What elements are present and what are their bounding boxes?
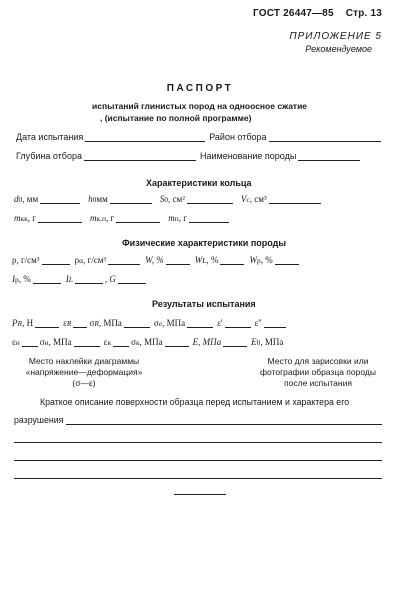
mkk-symbol: m — [14, 213, 21, 223]
wl-sub: L — [202, 256, 207, 265]
sigma-e-sub: e — [158, 319, 163, 328]
rho-alpha-field[interactable] — [108, 256, 140, 265]
ring-row-1 — [14, 194, 323, 204]
eps-n-sub: н — [15, 338, 20, 347]
sigma-r-symbol: σ — [89, 318, 95, 328]
test-date-field[interactable] — [85, 133, 205, 142]
s0-symbol: S — [159, 194, 165, 204]
end-rule — [174, 494, 226, 495]
eps-n-symbol: ε — [12, 337, 16, 347]
sigma-n-symbol: σ — [39, 337, 45, 347]
eps-double-prime-field[interactable] — [264, 319, 286, 328]
rho-field[interactable] — [42, 256, 70, 265]
field-row-1 — [16, 132, 383, 142]
vc-field[interactable] — [269, 195, 321, 204]
mkk-unit: , г — [27, 213, 36, 223]
results-row-1 — [12, 318, 288, 328]
rock-name-label: Наименование породы — [199, 151, 297, 161]
ip-field[interactable] — [33, 275, 61, 284]
mkk-sub: кк — [20, 214, 28, 223]
eps-k-sub: к — [107, 338, 112, 347]
mkk-field[interactable] — [38, 214, 82, 223]
pr-symbol: P — [12, 318, 18, 328]
sampling-depth-field[interactable] — [84, 152, 196, 161]
eps-prime-symbol: ε' — [217, 318, 223, 328]
description-line-1[interactable] — [66, 424, 382, 425]
sigma-k-field[interactable] — [165, 338, 189, 347]
description-line-3[interactable] — [14, 460, 382, 461]
physical-row-1 — [12, 255, 301, 265]
wp-field[interactable] — [275, 256, 299, 265]
s0-field[interactable] — [187, 195, 233, 204]
mp-sub: п — [174, 214, 179, 223]
sigma-n-sub: н — [44, 338, 49, 347]
ip-sub: p — [15, 275, 19, 284]
eps-r-symbol: ε — [63, 318, 67, 328]
sigma-k-sub: к — [135, 338, 140, 347]
sigma-e-field[interactable] — [187, 319, 213, 328]
e-modulus-field[interactable] — [223, 338, 247, 347]
h0-unit: мм — [96, 194, 108, 204]
results-section-title: Результаты испытания — [152, 299, 256, 309]
document-subtitle-line1: испытаний глинистых пород на одноосное сжатие — [92, 101, 308, 111]
physical-row-2 — [12, 274, 148, 284]
e0-sub: 0 — [256, 338, 261, 347]
sampling-depth-label: Глубина отбора — [16, 151, 82, 161]
pr-unit: , H — [22, 318, 34, 328]
rho-label: ρ, г/см³ — [12, 255, 40, 265]
document-subtitle-line2: , (испытание по полной программе) — [100, 113, 252, 123]
eps-r-sub: R — [66, 319, 72, 328]
wl-symbol: W — [194, 255, 203, 265]
description-text: Краткое описание поверхности образца перед испытанием и характера его — [40, 397, 350, 407]
d0-unit: , мм — [22, 194, 39, 204]
mp-symbol: m — [168, 213, 175, 223]
sampling-area-label: Район отбора — [209, 132, 267, 142]
d0-sub: 0 — [18, 195, 23, 204]
mkp-unit: , г — [106, 213, 115, 223]
mkp-sub: к.п — [96, 214, 107, 223]
test-date-label: Дата испытания — [16, 132, 84, 142]
h0-symbol: h — [88, 194, 93, 204]
ring-section-title: Характеристики кольца — [146, 178, 252, 188]
sigma-e-symbol: σ — [153, 318, 159, 328]
vc-sub: c — [246, 195, 250, 204]
il-sub: L — [68, 275, 73, 284]
e0-unit: , MПа — [260, 337, 284, 347]
rho-alpha-symbol: ρ — [74, 255, 80, 265]
sampling-area-field[interactable] — [269, 133, 381, 142]
appendix-status: Рекомендуемое — [305, 44, 372, 54]
sigma-k-symbol: σ — [131, 337, 136, 347]
g-field[interactable] — [118, 275, 146, 284]
d0-field[interactable] — [40, 195, 80, 204]
photo-placement-note: Место для зарисовки или фотографии образца породы после испытания — [260, 356, 376, 388]
mkp-symbol: m — [90, 213, 97, 223]
description-label: разрушения — [14, 415, 64, 425]
appendix-title: ПРИЛОЖЕНИЕ 5 — [289, 31, 382, 42]
sigma-k-unit: , MПа — [139, 337, 163, 347]
ip-symbol: I — [12, 274, 15, 284]
s0-unit: , см² — [168, 194, 185, 204]
sigma-r-sub: R — [94, 319, 99, 328]
mp-unit: , г — [178, 213, 187, 223]
sigma-r-unit: , MПа — [98, 318, 122, 328]
vc-unit: , см³ — [249, 194, 267, 204]
vc-symbol: V — [240, 194, 247, 204]
g-label: , G — [104, 274, 116, 284]
w-label: W, % — [145, 255, 164, 265]
standard-number: ГОСТ 26447—85 — [253, 8, 334, 19]
wl-field[interactable] — [220, 256, 244, 265]
mp-field[interactable] — [189, 214, 229, 223]
h0-field[interactable] — [110, 195, 152, 204]
il-field[interactable] — [75, 275, 103, 284]
d0-symbol: d — [14, 194, 19, 204]
wp-symbol: W — [249, 255, 257, 265]
document-title: ПАСПОРТ — [166, 83, 234, 94]
mkp-field[interactable] — [116, 214, 160, 223]
ip-unit: , % — [18, 274, 31, 284]
wl-unit: , % — [206, 255, 219, 265]
ring-row-2 — [14, 213, 231, 223]
s0-sub: 0 — [164, 195, 169, 204]
eps-prime-field[interactable] — [225, 319, 251, 328]
eps-k-field[interactable] — [113, 338, 129, 347]
rho-alpha-sub: α — [79, 256, 84, 265]
eps-k-symbol: ε — [103, 337, 108, 347]
description-line-2[interactable] — [14, 442, 382, 443]
il-symbol: I — [65, 274, 69, 284]
physical-section-title: Физические характеристики породы — [122, 238, 287, 248]
wp-sub: p — [256, 256, 261, 265]
pr-field[interactable] — [35, 319, 59, 328]
eps-n-field[interactable] — [22, 338, 38, 347]
w-field[interactable] — [166, 256, 190, 265]
eps-double-prime-symbol: ε'' — [254, 318, 262, 328]
wp-unit: , % — [260, 255, 273, 265]
rock-name-field[interactable] — [298, 152, 360, 161]
page-header — [253, 8, 382, 19]
rho-alpha-unit: , г/см³ — [83, 255, 107, 265]
results-row-2 — [12, 337, 283, 347]
field-row-2 — [16, 151, 362, 161]
e0-symbol: E — [251, 337, 257, 347]
sigma-e-unit: , MПа — [162, 318, 186, 328]
h0-sub: 0 — [92, 195, 97, 204]
page-number: Стр. 13 — [345, 8, 382, 19]
e-modulus-label: E, MПа — [192, 337, 222, 347]
sigma-n-field[interactable] — [74, 338, 100, 347]
sigma-n-unit: , MПа — [48, 337, 72, 347]
description-line-4[interactable] — [14, 478, 382, 479]
diagram-placement-note: Место наклейки диаграммы «напряжение—деформация» (σ—ε) — [25, 356, 143, 388]
sigma-r-field[interactable] — [124, 319, 150, 328]
pr-sub: R — [17, 319, 23, 328]
eps-r-field[interactable] — [73, 319, 87, 328]
